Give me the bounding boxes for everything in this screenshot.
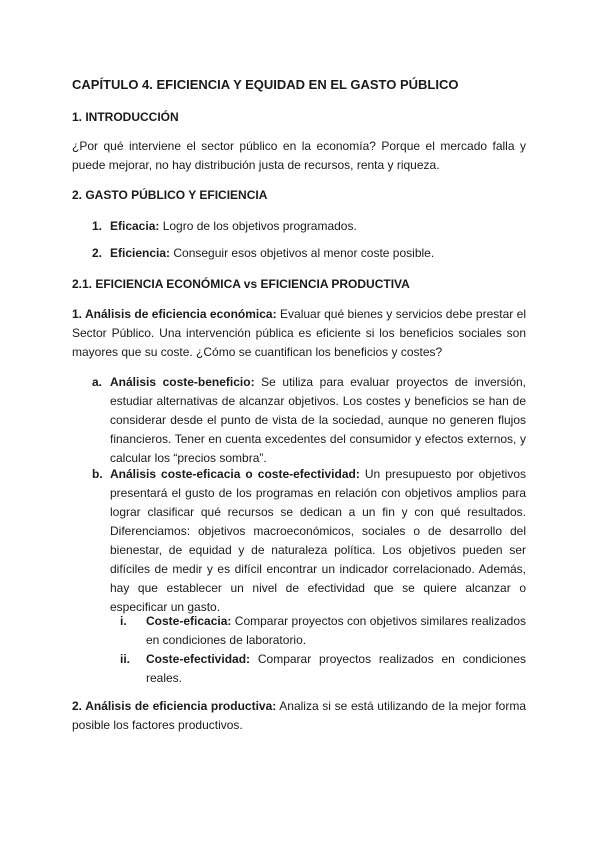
definition-eficiencia: Conseguir esos objetivos al menor coste posible. [170,246,435,260]
term-analisis-eficiencia-productiva: 2. Análisis de eficiencia productiva: [72,699,277,713]
list-marker: a. [92,375,103,389]
term-coste-eficacia: Coste-eficacia: [146,614,232,628]
chapter-title: CAPÍTULO 4. EFICIENCIA Y EQUIDAD EN EL GASTO PÚBLICO [72,77,459,92]
term-coste-eficacia-efectividad: Análisis coste-eficacia o coste-efectividad: [110,467,360,481]
section-heading-introduccion: 1. INTRODUCCIÓN [72,110,179,124]
paragraph-eficiencia-economica [72,305,526,362]
subitem-coste-efectividad [146,650,526,688]
text-coste-eficacia: Comparar proyectos con objetivos similares realizados en condiciones de laboratorio. [146,614,526,647]
term-eficiencia: Eficiencia: [110,246,171,260]
intro-paragraph: ¿Por qué interviene el sector público en la economía? Porque el mercado falla y puede mejorar, no hay distribución justa de recursos, renta y riqueza. [72,139,526,172]
text-coste-efectividad: Comparar proyectos realizados en condiciones reales. [146,652,526,685]
term-eficacia: Eficacia: [110,219,160,233]
section-heading-eficiencia-economica: 2.1. EFICIENCIA ECONÓMICA vs EFICIENCIA PRODUCTIVA [72,277,410,291]
item-coste-eficacia-efectividad [110,465,526,617]
subitem-coste-eficacia [146,612,526,650]
list-item-eficacia [110,217,526,236]
list-marker: 2. [92,246,103,260]
term-coste-beneficio: Análisis coste-beneficio: [110,375,255,389]
paragraph-eficiencia-productiva [72,697,526,735]
list-marker: i. [120,614,127,628]
term-coste-efectividad: Coste-efectividad: [146,652,251,666]
list-item-eficiencia [110,244,526,263]
text-analisis-eficiencia-productiva: Analiza si se está utilizando de la mejor forma posible los factores productivos. [72,699,526,732]
list-marker: ii. [120,652,131,666]
text-coste-eficacia-efectividad: Un presupuesto por objetivos presentará el gusto de los programas en relación con objetivos amplios para lograr clasificar qué recursos se dedican a un fin y con qué resultados. Diferenciamos: objetivos macroeconómicos, sociales o de desarrollo del bienestar, de equidad y de naturaleza política. Los objetivos pueden ser difíciles de medir y es difícil encontrar un indicador correlacionado. Además, hay que establecer un nivel de efectividad que se quiere alcanzar o especificar un gasto. [110,467,526,614]
item-coste-beneficio [110,373,526,468]
list-marker: 1. [92,219,103,233]
section-heading-gasto-publico: 2. GASTO PÚBLICO Y EFICIENCIA [72,188,268,202]
text-analisis-eficiencia-economica: Evaluar qué bienes y servicios debe prestar el Sector Público. Una intervención pública es eficiente si los beneficios sociales son mayores que su coste. ¿Cómo se cuantifican los beneficios y costes? [72,307,526,359]
text-coste-beneficio: Se utiliza para evaluar proyectos de inversión, estudiar alternativas de alcanzar objetivos. Los costes y beneficios se han de considerar desde el punto de vista de la sociedad, aunque no generen flujos financieros. Tener en cuenta excedentes del consumidor y efectos externos, y calcular los “precios sombra”. [110,375,526,465]
definition-eficacia: Logro de los objetivos programados. [159,219,357,233]
term-analisis-eficiencia-economica: 1. Análisis de eficiencia económica: [72,307,277,321]
list-marker: b. [92,467,103,481]
